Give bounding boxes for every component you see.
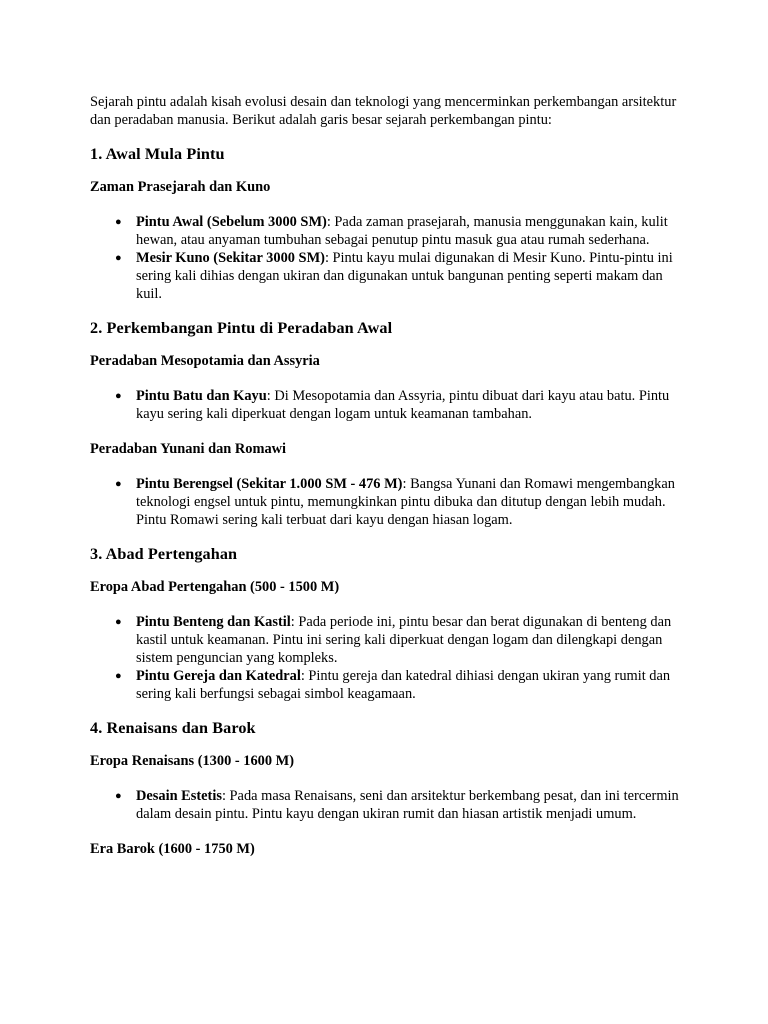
bullet-icon: ●: [115, 252, 122, 264]
item-text: : Pintu gereja dan katedral dihiasi dengan ukiran yang rumit dan sering kali berfungsi sebagai simbol keagamaan.: [136, 668, 671, 702]
section-heading: 2. Perkembangan Pintu di Peradaban Awal: [90, 319, 393, 337]
bullet-list: [90, 387, 688, 423]
list-item: [115, 387, 688, 423]
item-text: : Pada zaman prasejarah, manusia menggunakan kain, kulit hewan, atau anyaman tumbuhan sebagai penutup pintu masuk gua atau rumah sederhana.: [136, 214, 668, 248]
item-term: Desain Estetis: [136, 788, 222, 804]
bullet-icon: ●: [115, 790, 122, 802]
list-item: [115, 667, 688, 703]
list-item: [115, 475, 688, 529]
item-term: Pintu Gereja dan Katedral: [136, 668, 301, 684]
item-text: : Pada periode ini, pintu besar dan berat digunakan di benteng dan kastil untuk keamanan. Pintu ini sering kali diperkuat dengan logam dan dilengkapi dengan sistem penguncian yang kompleks.: [136, 614, 672, 666]
item-term: Pintu Benteng dan Kastil: [136, 614, 291, 630]
item-text: : Bangsa Yunani dan Romawi mengembangkan teknologi engsel untuk pintu, memungkinkan pintu dibuka dan ditutup dengan lebih mudah. Pintu Romawi sering kali terbuat dari kayu dengan hiasan logam.: [136, 476, 675, 528]
section-heading: 3. Abad Pertengahan: [90, 545, 238, 563]
bullet-list: [90, 475, 688, 529]
bullet-icon: ●: [115, 670, 122, 682]
bullet-icon: ●: [115, 616, 122, 628]
subsection-heading: Zaman Prasejarah dan Kuno: [90, 179, 271, 195]
item-text: : Pada masa Renaisans, seni dan arsitektur berkembang pesat, dan ini tercermin dalam desain pintu. Pintu kayu dengan ukiran rumit dan hiasan artistik menjadi umum.: [136, 788, 679, 822]
item-term: Pintu Berengsel (Sekitar 1.000 SM - 476 M): [136, 476, 403, 492]
subsection-heading: Era Barok (1600 - 1750 M): [90, 841, 255, 857]
list-item: [115, 213, 688, 249]
list-item: [115, 249, 688, 303]
subsection-heading: Peradaban Yunani dan Romawi: [90, 441, 287, 457]
intro-paragraph: Sejarah pintu adalah kisah evolusi desain dan teknologi yang mencerminkan perkembangan arsitektur dan peradaban manusia. Berikut adalah garis besar sejarah perkembangan pintu:: [90, 94, 677, 128]
bullet-list: [90, 613, 688, 703]
subsection-heading: Eropa Renaisans (1300 - 1600 M): [90, 753, 295, 769]
item-term: Mesir Kuno (Sekitar 3000 SM): [136, 250, 325, 266]
item-term: Pintu Batu dan Kayu: [136, 388, 267, 404]
item-term: Pintu Awal (Sebelum 3000 SM): [136, 214, 327, 230]
list-item: [115, 613, 688, 667]
bullet-icon: ●: [115, 216, 122, 228]
subsection-heading: Peradaban Mesopotamia dan Assyria: [90, 353, 320, 369]
item-text: : Pintu kayu mulai digunakan di Mesir Kuno. Pintu-pintu ini sering kali dihias dengan ukiran dan digunakan untuk bangunan penting seperti makam dan kuil.: [136, 250, 673, 302]
bullet-list: [90, 787, 688, 823]
section-heading: 1. Awal Mula Pintu: [90, 145, 225, 163]
section-heading: 4. Renaisans dan Barok: [90, 719, 256, 737]
subsection-heading: Eropa Abad Pertengahan (500 - 1500 M): [90, 579, 340, 595]
bullet-icon: ●: [115, 478, 122, 490]
list-item: [115, 787, 688, 823]
bullet-icon: ●: [115, 390, 122, 402]
bullet-list: [90, 213, 688, 303]
item-text: : Di Mesopotamia dan Assyria, pintu dibuat dari kayu atau batu. Pintu kayu sering kali diperkuat dengan logam untuk keamanan tambahan.: [136, 388, 670, 422]
